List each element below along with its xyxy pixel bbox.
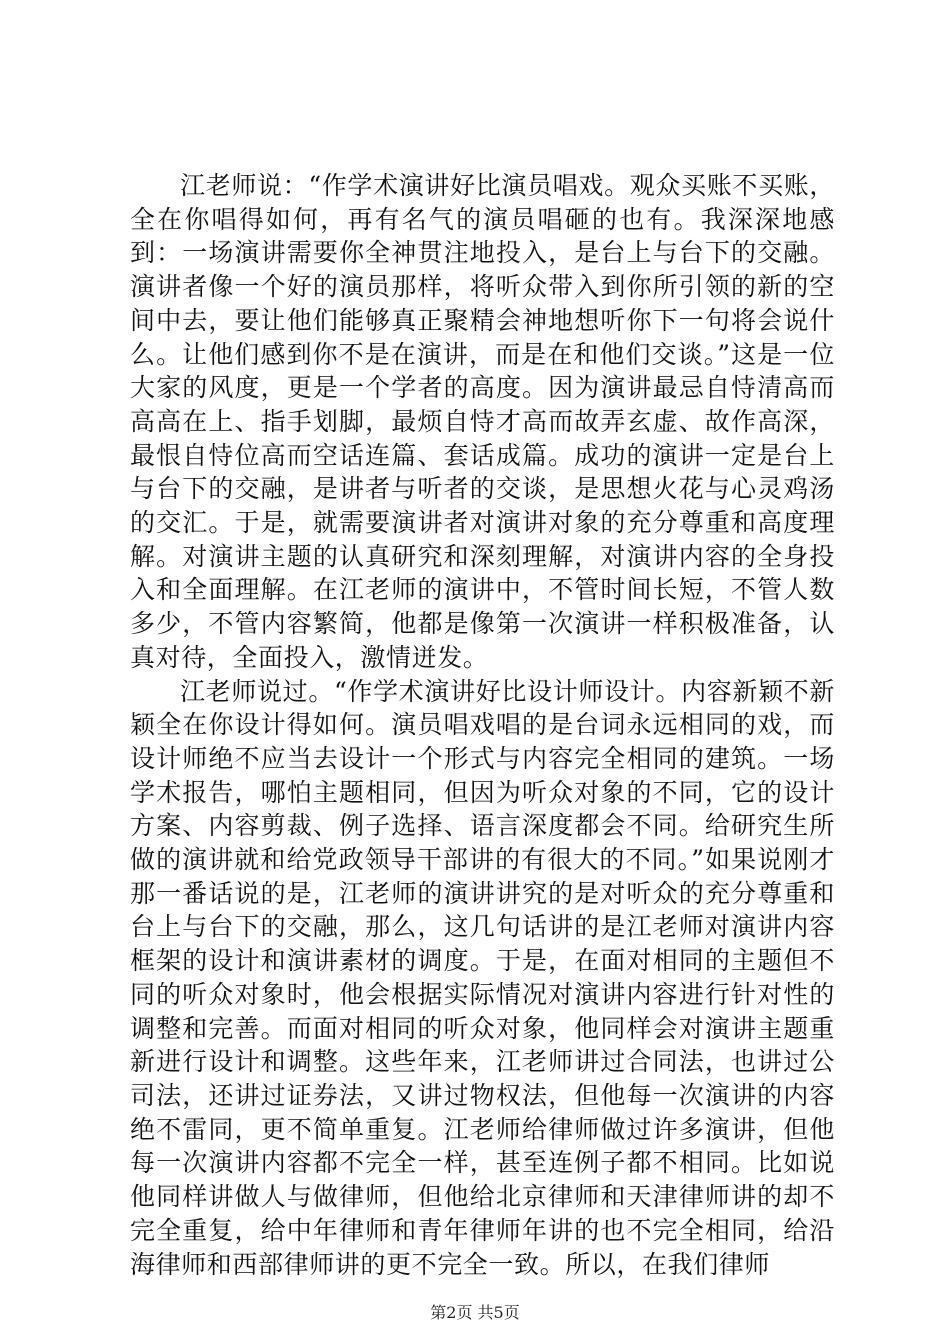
- paragraph-2: 江老师说过。“作学术演讲好比设计师设计。内容新颖不新颖全在你设计得如何。演员唱戏唱的是台词永远相同的戏，而设计师绝不应当去设计一个形式与内容完全相同的建筑。一场学术报告，哪怕主题相同，但因为听众对象的不同，它的设计方案、内容剪裁、例子选择、语言深度都会不同。给研究生所做的演讲就和给党政领导干部讲的有很大的不同。”如果说刚才那一番话说的是，江老师的演讲讲究的是对听众的充分尊重和台上与台下的交融，那么，这几句话讲的是江老师对演讲内容框架的设计和演讲素材的调度。于是，在面对相同的主题但不同的听众对象时，他会根据实际情况对演讲内容进行针对性的调整和完善。而面对相同的听众对象，他同样会对演讲主题重新进行设计和调整。这些年来，江老师讲过合同法，也讲过公司法，还讲过证券法，又讲过物权法，但他每一次演讲的内容绝不雷同，更不简单重复。江老师给律师做过许多演讲，但他每一次演讲内容都不完全一样，甚至连例子都不相同。比如说他同样讲做人与做律师，但他给北京律师和天津律师讲的却不完全重复，给中年律师和青年律师年讲的也不完全相同，给沿海律师和西部律师讲的更不完全一致。所以，在我们律师: [130, 676, 835, 1279]
- paragraph-1: 江老师说：“作学术演讲好比演员唱戏。观众买账不买账，全在你唱得如何，再有名气的演员唱砸的也有。我深深地感到：一场演讲需要你全神贯注地投入，是台上与台下的交融。演讲者像一个好的演员那样，将听众带入到你所引领的新的空间中去，要让他们能够真正聚精会神地想听你下一句将会说什么。让他们感到你不是在演讲，而是在和他们交谈。”这是一位大家的风度，更是一个学者的高度。因为演讲最忌自恃清高而高高在上、指手划脚，最烦自恃才高而故弄玄虚、故作高深，最恨自恃位高而空话连篇、套话成篇。成功的演讲一定是台上与台下的交融，是讲者与听者的交谈，是思想火花与心灵鸡汤的交汇。于是，就需要演讲者对演讲对象的充分尊重和高度理解。对演讲主题的认真研究和深刻理解，对演讲内容的全身投入和全面理解。在江老师的演讲中，不管时间长短，不管人数多少，不管内容繁简，他都是像第一次演讲一样积极准备，认真对待，全面投入，激情迸发。: [130, 171, 835, 672]
- document-body: [130, 169, 835, 1281]
- page-number-footer: 第2页 共5页: [430, 1303, 520, 1322]
